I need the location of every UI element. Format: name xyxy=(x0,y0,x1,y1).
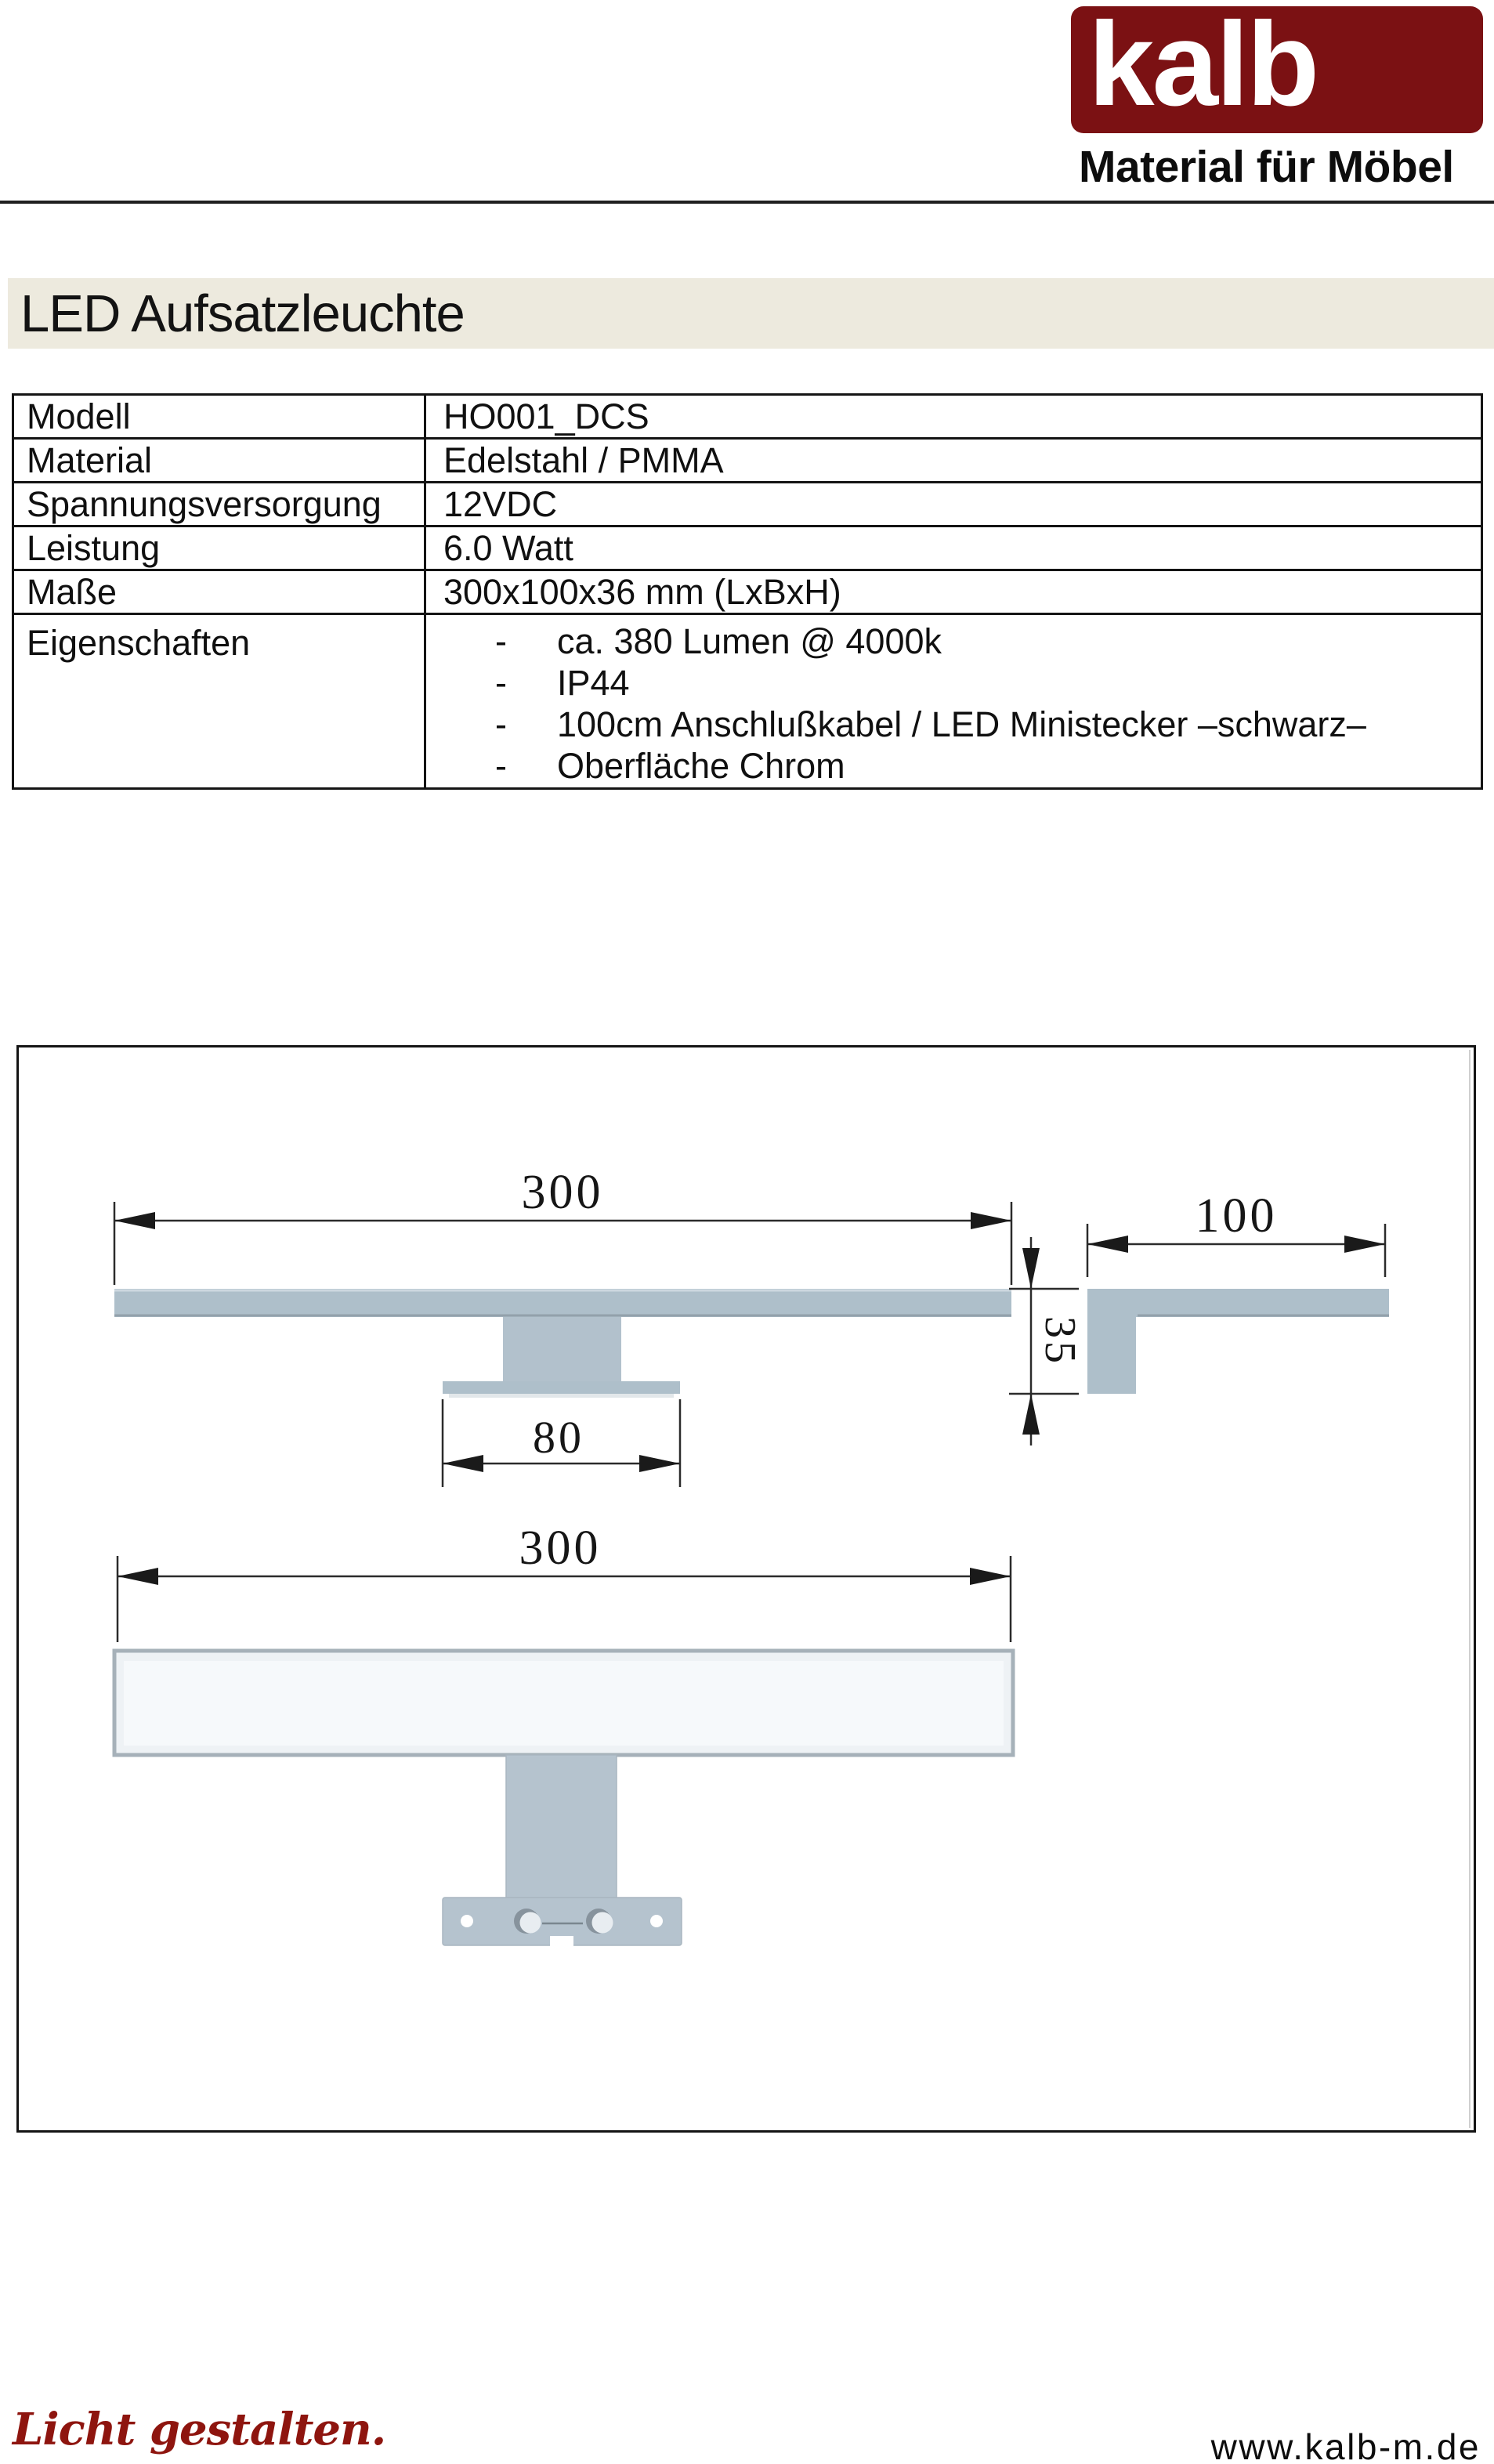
bottom-stem xyxy=(506,1755,617,1898)
spec-table xyxy=(12,393,1483,790)
feature-text: ca. 380 Lumen @ 4000k xyxy=(557,621,942,661)
list-item xyxy=(426,662,1481,704)
feature-list xyxy=(426,615,1481,787)
front-lamp-bar xyxy=(114,1289,1011,1317)
row-label: Material xyxy=(14,440,426,481)
front-base-plate xyxy=(443,1381,680,1394)
list-item xyxy=(426,704,1481,745)
dim-front-length: 300 xyxy=(521,1166,604,1219)
brand-slogan: Licht gestalten. xyxy=(13,2404,386,2455)
table-row xyxy=(14,571,1481,615)
table-row xyxy=(14,396,1481,440)
logo-wordmark: kalb xyxy=(1088,0,1318,131)
bullet-dash: - xyxy=(495,621,507,661)
keyhole-left-inner xyxy=(520,1912,541,1934)
title-bar xyxy=(8,278,1494,349)
row-value: 6.0 Watt xyxy=(443,527,573,568)
list-item xyxy=(426,745,1481,787)
header-divider xyxy=(0,201,1494,204)
table-row-eigenschaften xyxy=(14,615,1481,787)
row-label: Modell xyxy=(14,396,426,437)
row-label: Eigenschaften xyxy=(14,615,426,787)
screw-hole-left xyxy=(461,1915,473,1927)
website-url: www.kalb-m.de xyxy=(1210,2426,1481,2464)
side-leg xyxy=(1087,1317,1136,1394)
bullet-dash: - xyxy=(495,663,507,703)
technical-drawing xyxy=(16,1045,1476,2133)
dim-bottom-length: 300 xyxy=(519,1521,602,1575)
logo-tagline: Material für Möbel xyxy=(1079,142,1454,192)
base-shadow xyxy=(449,1394,674,1398)
screw-hole-right xyxy=(650,1915,663,1927)
page-title: LED Aufsatzleuchte xyxy=(20,284,465,343)
feature-text: IP44 xyxy=(557,663,630,703)
front-stem xyxy=(503,1317,621,1381)
bottom-diffuser xyxy=(124,1661,1004,1746)
bullet-dash: - xyxy=(495,746,507,786)
kalb-logo xyxy=(1071,0,1483,133)
side-lamp-bar xyxy=(1087,1289,1389,1317)
dim-base-width: 80 xyxy=(533,1412,584,1463)
row-label: Maße xyxy=(14,571,426,613)
row-label: Leistung xyxy=(14,527,426,569)
table-row xyxy=(14,440,1481,483)
feature-text: Oberfläche Chrom xyxy=(557,746,845,786)
table-row xyxy=(14,527,1481,571)
row-value: 300x100x36 mm (LxBxH) xyxy=(443,571,841,612)
table-row xyxy=(14,483,1481,527)
plate-notch xyxy=(550,1936,573,1946)
row-value: HO001_DCS xyxy=(443,396,649,436)
row-value: Edelstahl / PMMA xyxy=(443,440,724,480)
row-label: Spannungsversorgung xyxy=(14,483,426,525)
feature-text: 100cm Anschlußkabel / LED Ministecker –schwarz– xyxy=(557,704,1366,744)
dim-side-width: 100 xyxy=(1195,1189,1278,1243)
list-item xyxy=(426,621,1481,662)
row-value: 12VDC xyxy=(443,483,558,524)
dim-profile-height: 35 xyxy=(1036,1316,1084,1366)
bullet-dash: - xyxy=(495,704,507,744)
keyhole-right-inner xyxy=(592,1912,613,1934)
